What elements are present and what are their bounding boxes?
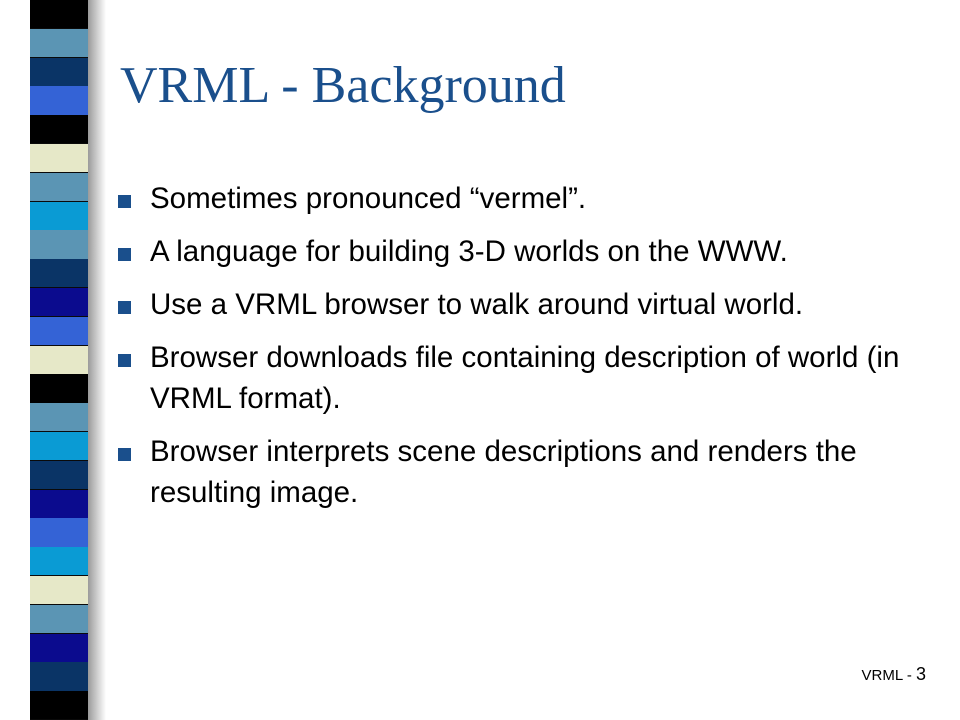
stripe-block <box>30 202 88 231</box>
stripe-block <box>30 58 88 87</box>
bullet-text: A language for building 3-D worlds on the WWW. <box>150 235 788 268</box>
stripe-block <box>30 346 88 375</box>
bullet-text: Use a VRML browser to walk around virtual world. <box>150 288 804 321</box>
stripe-shadow <box>88 0 106 720</box>
stripe-block <box>30 403 88 432</box>
square-bullet-icon <box>118 448 131 461</box>
stripe-block <box>30 576 88 605</box>
stripe-block <box>30 86 88 115</box>
stripe-block <box>30 259 88 288</box>
stripe-block <box>30 518 88 547</box>
stripe-block <box>30 115 88 144</box>
stripe-block <box>30 432 88 461</box>
stripe-block <box>30 0 88 29</box>
square-bullet-icon <box>118 354 131 367</box>
stripe-block <box>30 691 88 720</box>
stripe-block <box>30 317 88 346</box>
bullet-item <box>114 337 904 419</box>
stripe-block <box>30 461 88 490</box>
square-bullet-icon <box>118 301 131 314</box>
stripe-block <box>30 547 88 576</box>
bullet-text: Browser interprets scene descriptions and renders the resulting image. <box>150 435 857 509</box>
stripe-block <box>30 634 88 663</box>
stripe-block <box>30 662 88 691</box>
stripe-block <box>30 230 88 259</box>
footer-label: VRML - <box>861 667 916 684</box>
stripe-block <box>30 605 88 634</box>
page-number: 3 <box>915 664 926 684</box>
bullet-text: Sometimes pronounced “vermel”. <box>150 182 587 215</box>
square-bullet-icon <box>118 248 131 261</box>
stripe-block <box>30 144 88 173</box>
square-bullet-icon <box>118 195 131 208</box>
slide-title: VRML - Background <box>120 57 566 114</box>
bullet-item <box>114 178 904 219</box>
bullet-text: Browser downloads file containing description of world (in VRML format). <box>150 341 900 415</box>
stripe-block <box>30 173 88 202</box>
stripe-block <box>30 490 88 519</box>
bullet-item <box>114 431 904 513</box>
bullet-list <box>114 178 904 525</box>
slide-footer <box>862 664 926 685</box>
bullet-item <box>114 231 904 272</box>
bullet-item <box>114 284 904 325</box>
decorative-stripe-bar <box>30 0 88 720</box>
stripe-block <box>30 29 88 58</box>
stripe-block <box>30 288 88 317</box>
stripe-block <box>30 374 88 403</box>
